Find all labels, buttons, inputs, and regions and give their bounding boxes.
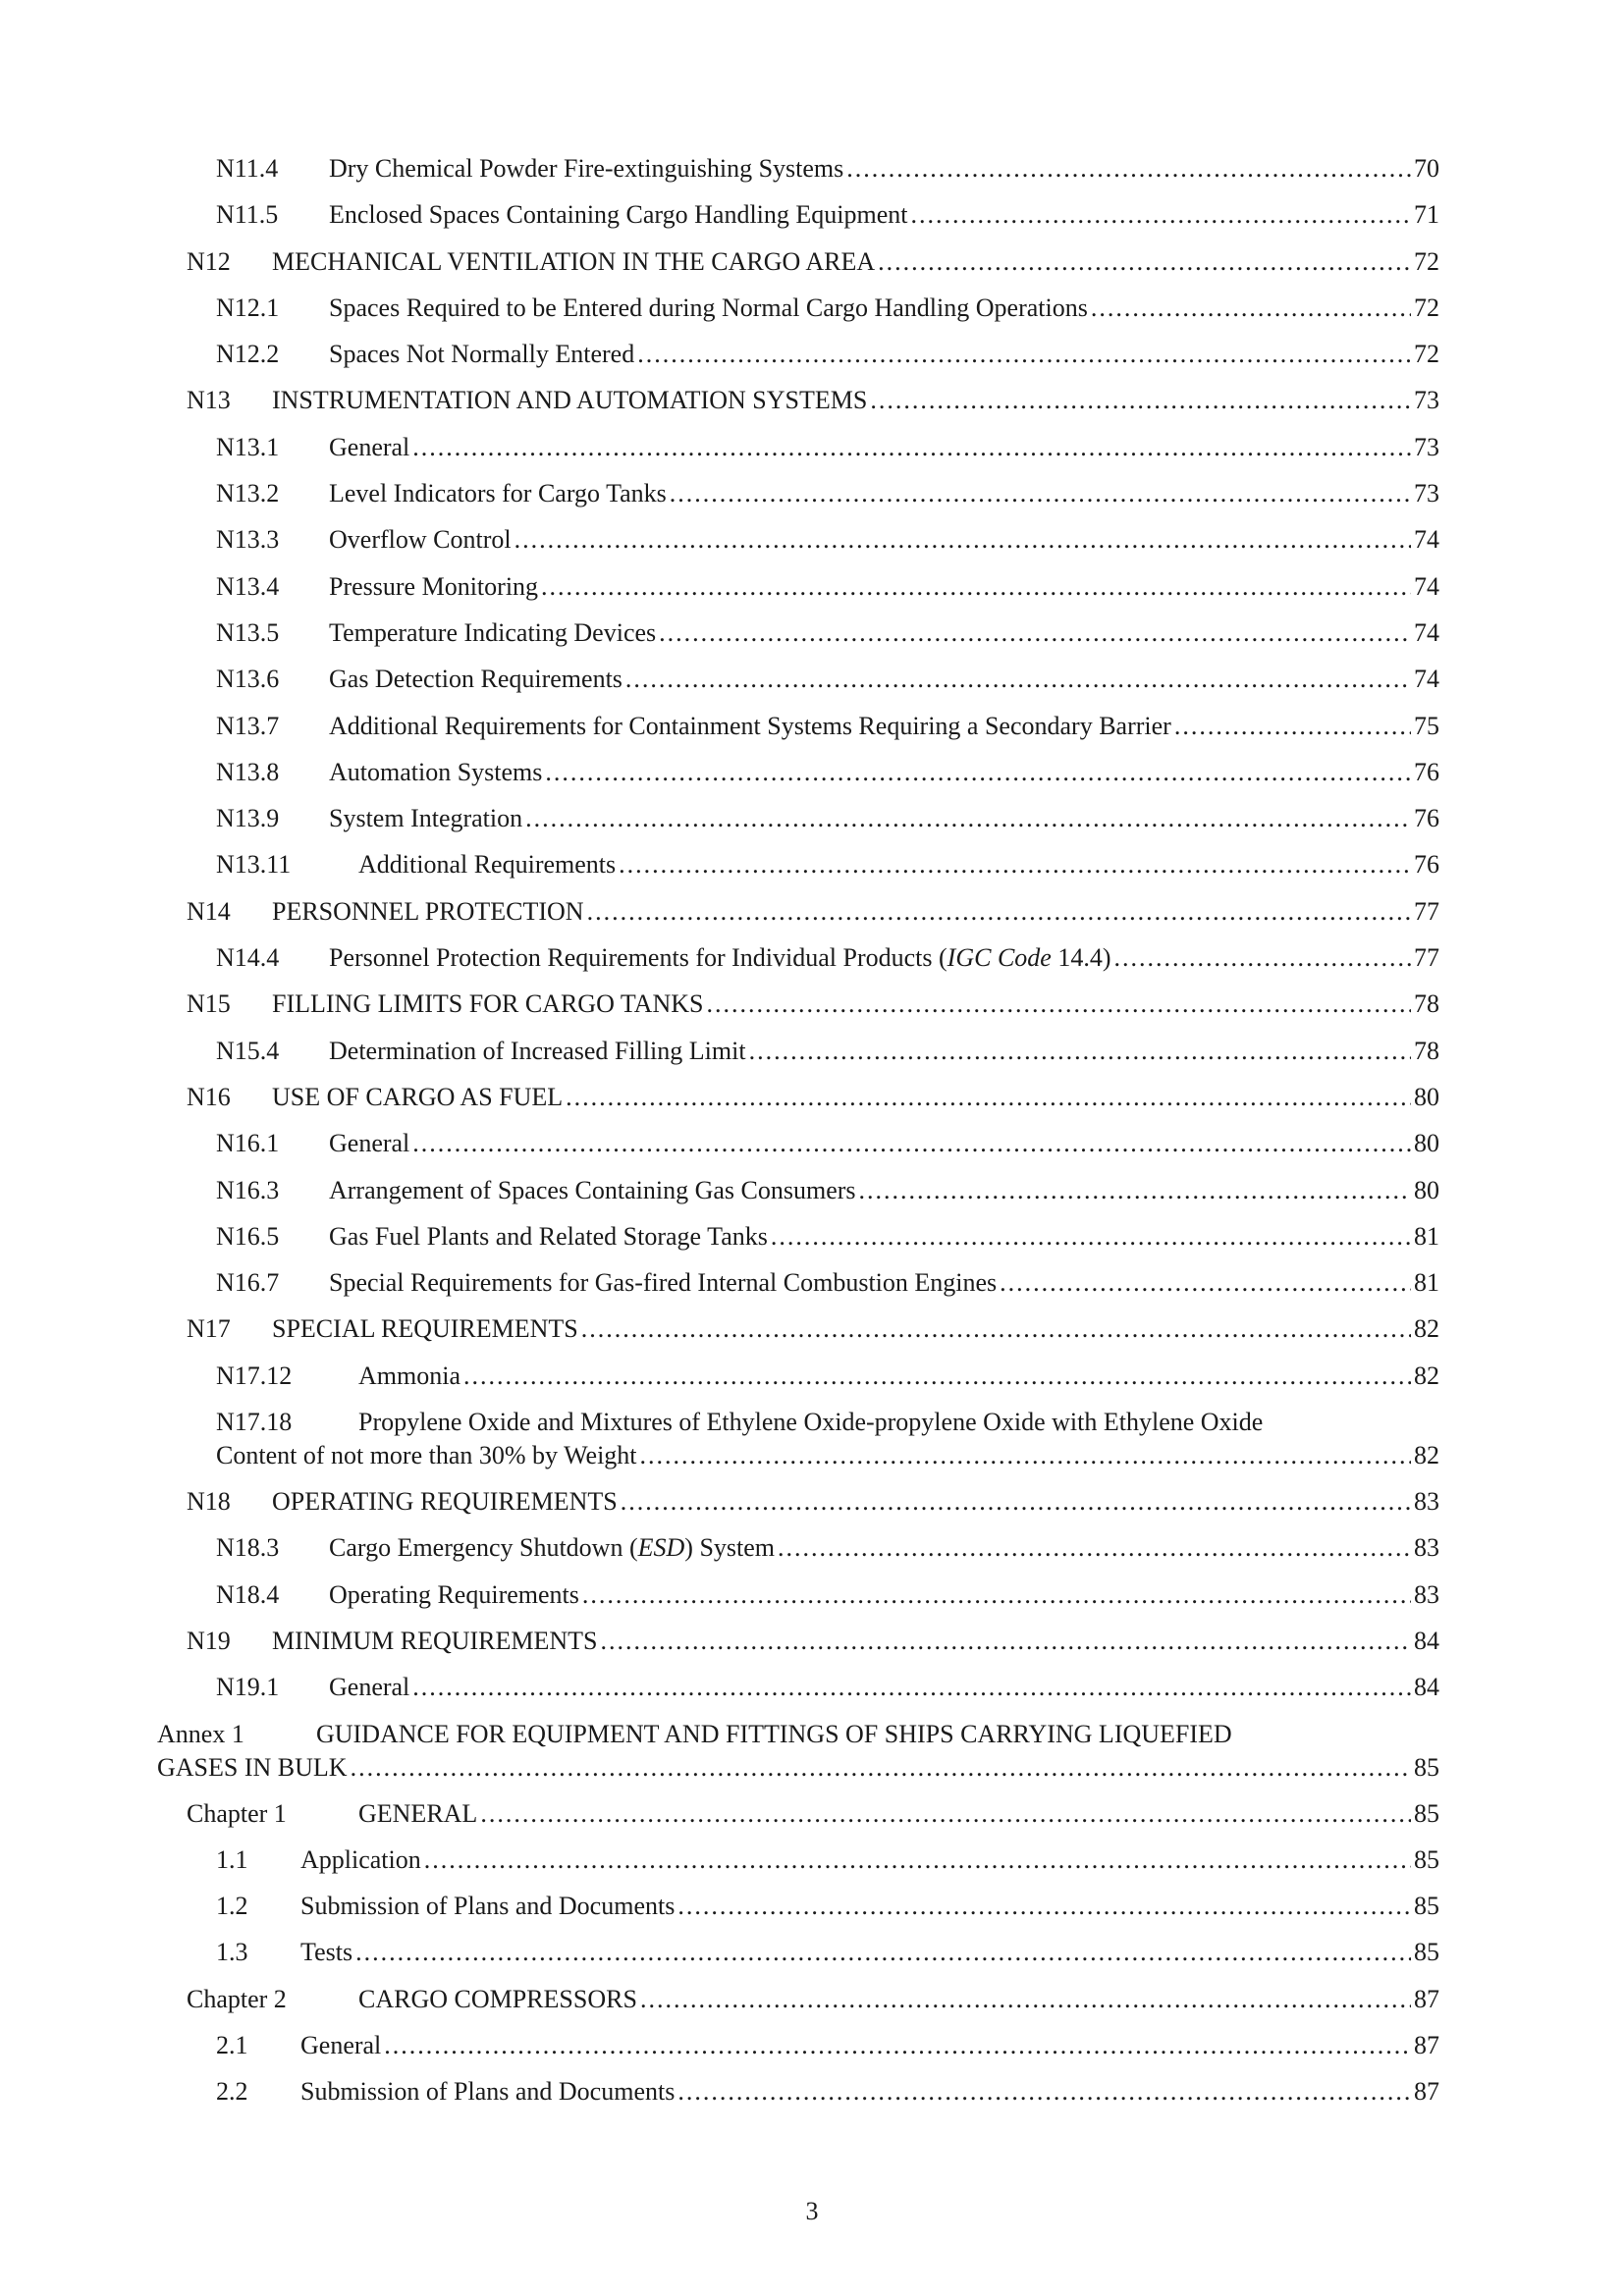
entry-number: N13 [187,386,231,415]
toc-entry[interactable] [0,153,1624,199]
dot-leader [677,1891,1411,1922]
entry-title: Application [300,1844,421,1874]
dot-leader [566,1082,1411,1113]
entry-page: 74 [1414,617,1439,647]
toc-entry[interactable] [0,478,1624,524]
entry-title: Additional Requirements [358,850,617,880]
toc-entry[interactable] [0,849,1624,895]
entry-number: N15.4 [216,1036,280,1065]
entry-number: N13.4 [216,571,280,601]
entry-number: N11.4 [216,154,279,183]
toc-entry[interactable] [0,1532,1624,1578]
dot-leader [412,1672,1411,1703]
entry-title: Cargo Emergency Shutdown (ESD) System [329,1533,776,1563]
dot-leader [637,339,1411,370]
entry-number: 2.1 [216,2030,248,2059]
entry-number: N17.12 [216,1361,293,1390]
entry-page: 77 [1414,896,1439,926]
entry-number: N12 [187,246,231,276]
entry-number: Chapter 1 [187,1798,287,1828]
dot-leader [771,1221,1411,1253]
dot-leader [463,1361,1411,1392]
dot-leader [859,1175,1411,1206]
dot-leader [778,1532,1411,1564]
entry-number: N13.11 [216,850,292,880]
entry-title: MINIMUM REQUIREMENTS [272,1626,598,1655]
toc-entry[interactable] [0,524,1624,570]
entry-number: N18 [187,1487,231,1517]
entry-page: 72 [1414,293,1439,322]
dot-leader [587,896,1411,928]
dot-leader [749,1036,1411,1067]
dot-leader [582,1579,1411,1611]
entry-page: 74 [1414,665,1439,694]
entry-title: Gas Fuel Plants and Related Storage Tanks [329,1221,768,1251]
entry-page: 71 [1414,200,1439,230]
entry-number: N16.3 [216,1175,280,1204]
entry-page: 87 [1414,2030,1439,2059]
dot-leader [351,1752,1411,1784]
dot-leader [424,1844,1411,1876]
entry-number: N14.4 [216,943,280,973]
entry-page: 70 [1414,154,1439,183]
entry-title: SPECIAL REQUIREMENTS [272,1314,578,1344]
entry-number: N13.5 [216,617,280,647]
entry-title: Ammonia [358,1361,460,1390]
entry-page: 80 [1414,1082,1439,1111]
entry-number: 2.2 [216,2077,248,2107]
toc-entry[interactable] [0,942,1624,988]
dot-leader [870,385,1411,416]
entry-number: N16 [187,1082,231,1111]
dot-leader [910,199,1411,231]
toc-entry[interactable] [0,1175,1624,1221]
dot-leader [619,849,1411,881]
entry-page: 82 [1414,1441,1439,1470]
entry-title-line2: GASES IN BULK [157,1752,348,1782]
dot-leader [878,246,1411,278]
toc-entry[interactable] [0,385,1624,431]
entry-page: 85 [1414,1938,1439,1967]
entry-number: N19 [187,1626,231,1655]
table-of-contents [0,153,1624,2123]
entry-title: Determination of Increased Filling Limit [329,1036,746,1065]
entry-title: Arrangement of Spaces Containing Gas Consumers [329,1175,856,1204]
entry-page: 85 [1414,1892,1439,1921]
dot-leader [601,1626,1412,1657]
entry-page: 73 [1414,479,1439,508]
toc-entry[interactable] [0,1844,1624,1891]
entry-title: General [300,2030,382,2059]
entry-number: N17 [187,1314,231,1344]
toc-entry[interactable] [0,293,1624,339]
dot-leader [640,1440,1411,1471]
toc-entry[interactable] [0,246,1624,293]
toc-entry[interactable] [0,1082,1624,1128]
entry-number: N11.5 [216,200,279,230]
entry-title: Personnel Protection Requirements for Individual Products (IGC Code 14.4) [329,943,1111,973]
entry-number: N14 [187,896,231,926]
dot-leader [355,1937,1411,1968]
entry-number: N13.7 [216,711,280,740]
entry-number: N13.2 [216,479,280,508]
dot-leader [670,478,1411,509]
entry-page: 75 [1414,711,1439,740]
entry-number: 1.1 [216,1844,248,1874]
entry-title-line1: Propylene Oxide and Mixtures of Ethylene Oxide-propylene Oxide with Ethylene Oxide [358,1408,1264,1437]
entry-title: General [329,432,410,461]
entry-number: N13.1 [216,432,280,461]
dot-leader [525,803,1411,834]
entry-page: 73 [1414,432,1439,461]
entry-title: GENERAL [358,1798,478,1828]
toc-entry[interactable] [0,711,1624,757]
dot-leader [706,988,1411,1020]
entry-title: OPERATING REQUIREMENTS [272,1487,618,1517]
entry-number: N16.1 [216,1129,280,1158]
dot-leader [640,1984,1411,2015]
toc-entry[interactable] [0,1798,1624,1844]
dot-leader [514,524,1411,556]
entry-page: 78 [1414,1036,1439,1065]
dot-leader [412,1128,1411,1159]
entry-title: PERSONNEL PROTECTION [272,896,584,926]
entry-page: 83 [1414,1487,1439,1517]
entry-page: 72 [1414,246,1439,276]
entry-title: Additional Requirements for Containment Systems Requiring a Secondary Barrier [329,711,1171,740]
toc-entry[interactable] [0,1128,1624,1174]
entry-title: CARGO COMPRESSORS [358,1984,637,2013]
entry-number: N17.18 [216,1408,293,1437]
entry-page: 82 [1414,1361,1439,1390]
dot-leader [677,2076,1411,2108]
entry-number: N15 [187,989,231,1019]
entry-title: General [329,1129,410,1158]
entry-number: Annex 1 [157,1719,244,1748]
entry-page: 73 [1414,386,1439,415]
entry-number: Chapter 2 [187,1984,287,2013]
entry-title: Tests [300,1938,353,1967]
entry-title-line2: Content of not more than 30% by Weight [216,1441,637,1470]
entry-number: N12.2 [216,340,280,369]
toc-entry[interactable] [0,1891,1624,1937]
dot-leader [412,432,1411,463]
entry-number: N13.9 [216,804,280,833]
entry-title: Operating Requirements [329,1579,579,1609]
entry-number: 1.3 [216,1938,248,1967]
toc-entry[interactable] [0,1221,1624,1267]
entry-title: USE OF CARGO AS FUEL [272,1082,564,1111]
entry-page: 85 [1414,1844,1439,1874]
entry-page: 85 [1414,1752,1439,1782]
toc-entry[interactable] [0,803,1624,849]
toc-entry[interactable] [0,1361,1624,1407]
entry-page: 85 [1414,1798,1439,1828]
entry-page: 83 [1414,1579,1439,1609]
toc-entry[interactable] [0,1984,1624,2030]
entry-title: Special Requirements for Gas-fired Internal Combustion Engines [329,1268,998,1298]
toc-entry[interactable] [0,1486,1624,1532]
entry-page: 74 [1414,571,1439,601]
entry-page: 81 [1414,1268,1439,1298]
entry-page: 77 [1414,943,1439,973]
dot-leader [541,571,1411,603]
entry-title: Dry Chemical Powder Fire-extinguishing Systems [329,154,844,183]
toc-entry[interactable] [0,988,1624,1035]
entry-title: General [329,1673,410,1702]
entry-page: 76 [1414,804,1439,833]
entry-title: Spaces Required to be Entered during Normal Cargo Handling Operations [329,293,1088,322]
dot-leader [1174,711,1411,742]
entry-page: 87 [1414,2077,1439,2107]
toc-entry[interactable] [0,1267,1624,1313]
toc-entry[interactable] [0,199,1624,245]
dot-leader [545,757,1411,788]
entry-title: Overflow Control [329,525,512,555]
toc-entry[interactable] [0,2030,1624,2076]
dot-leader [1114,942,1411,974]
entry-number: 1.2 [216,1892,248,1921]
toc-entry[interactable] [0,1626,1624,1672]
entry-title: Enclosed Spaces Containing Cargo Handling Equipment [329,200,908,230]
toc-entry[interactable] [0,1672,1624,1718]
dot-leader [846,153,1411,185]
entry-title: Submission of Plans and Documents [300,1892,676,1921]
entry-title: FILLING LIMITS FOR CARGO TANKS [272,989,704,1019]
entry-title: Submission of Plans and Documents [300,2077,676,2107]
entry-title: Temperature Indicating Devices [329,617,657,647]
dot-leader [1091,293,1411,324]
entry-page: 83 [1414,1533,1439,1563]
dot-leader [480,1798,1411,1830]
toc-entry[interactable] [0,1579,1624,1626]
entry-page: 82 [1414,1314,1439,1344]
toc-entry[interactable] [0,571,1624,617]
toc-entry[interactable] [0,617,1624,664]
entry-number: N16.5 [216,1221,280,1251]
entry-page: 80 [1414,1129,1439,1158]
entry-number: N18.3 [216,1533,280,1563]
entry-number: N12.1 [216,293,280,322]
entry-page: 80 [1414,1175,1439,1204]
entry-number: N13.3 [216,525,280,555]
entry-title: INSTRUMENTATION AND AUTOMATION SYSTEMS [272,386,868,415]
entry-page: 81 [1414,1221,1439,1251]
toc-entry[interactable] [0,757,1624,803]
toc-entry[interactable] [0,896,1624,942]
entry-number: N13.6 [216,665,280,694]
dot-leader [384,2030,1411,2061]
entry-title: Spaces Not Normally Entered [329,340,635,369]
entry-title: MECHANICAL VENTILATION IN THE CARGO AREA [272,246,876,276]
dot-leader [659,617,1411,649]
entry-page: 76 [1414,757,1439,786]
toc-entry[interactable] [0,1313,1624,1360]
entry-page: 84 [1414,1626,1439,1655]
toc-entry[interactable]: Annex 1 GUIDANCE FOR EQUIPMENT AND FITTINGS OF SHIPS CARRYING LIQUEFIED GASES IN BULK ..... 85 [0,1719,1624,1798]
page-number: 3 [805,2197,819,2225]
toc-entry[interactable] [0,339,1624,385]
entry-title: Pressure Monitoring [329,571,539,601]
dot-leader [625,664,1411,695]
toc-entry[interactable] [0,432,1624,478]
entry-title: Gas Detection Requirements [329,665,623,694]
entry-page: 84 [1414,1673,1439,1702]
entry-page: 76 [1414,850,1439,880]
dot-leader [1000,1267,1411,1299]
toc-entry[interactable] [0,1937,1624,1983]
entry-number: N16.7 [216,1268,280,1298]
toc-entry[interactable] [0,664,1624,710]
entry-page: 72 [1414,340,1439,369]
toc-entry[interactable] [0,1407,1624,1486]
toc-entry[interactable] [0,2076,1624,2122]
entry-number: N13.8 [216,757,280,786]
entry-title: Automation Systems [329,757,543,786]
entry-page: 74 [1414,525,1439,555]
entry-title: Level Indicators for Cargo Tanks [329,479,667,508]
dot-leader [621,1486,1411,1518]
dot-leader [581,1313,1411,1345]
entry-number: N19.1 [216,1673,280,1702]
entry-page: 87 [1414,1984,1439,2013]
toc-entry[interactable] [0,1036,1624,1082]
entry-page: 78 [1414,989,1439,1019]
entry-number: N18.4 [216,1579,280,1609]
entry-title: System Integration [329,804,523,833]
